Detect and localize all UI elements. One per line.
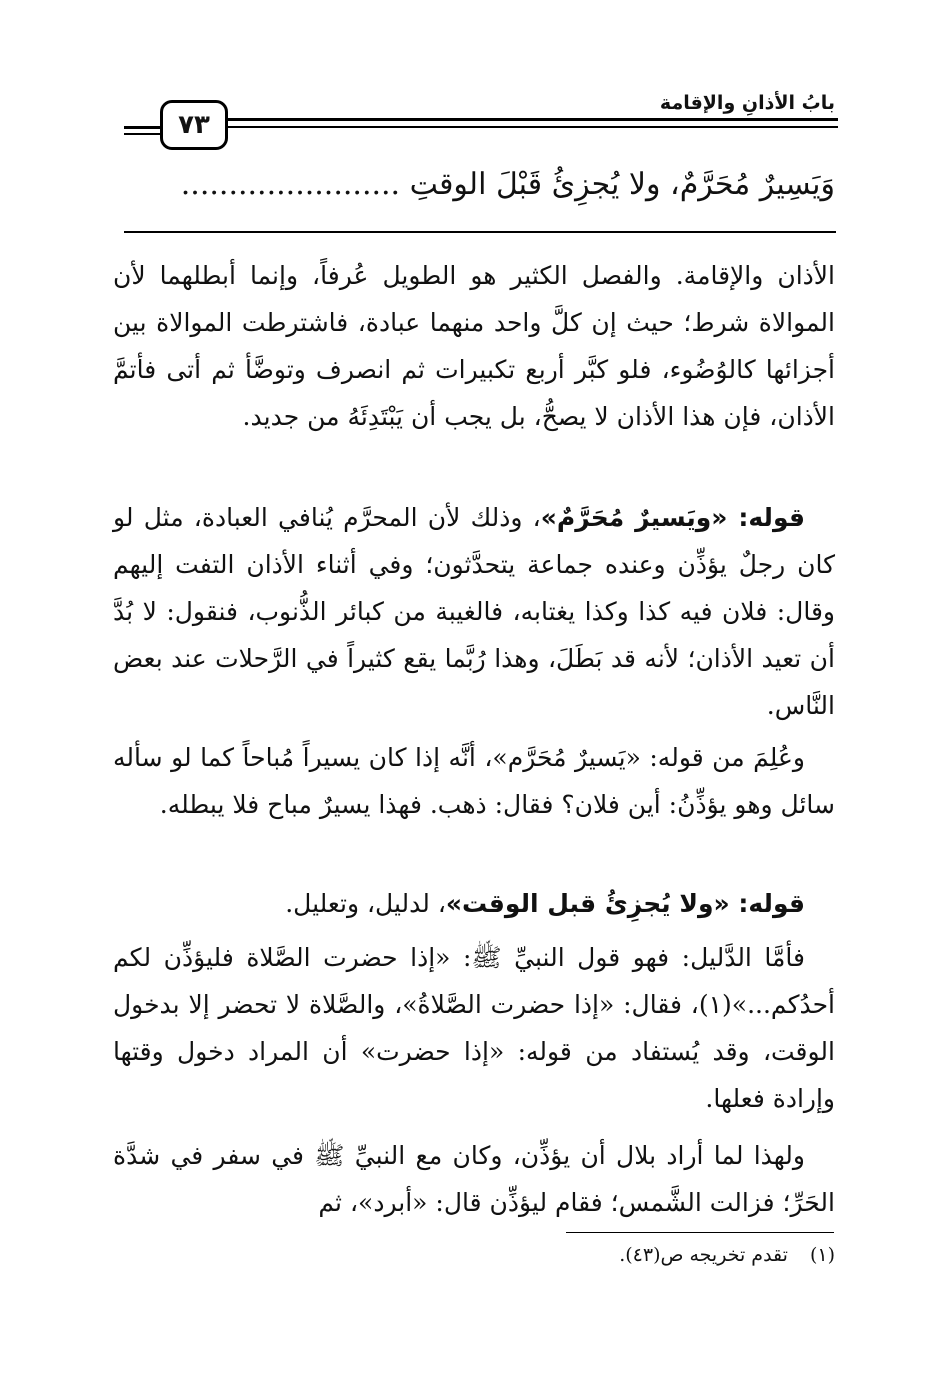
header-rule-left-bottom bbox=[124, 133, 164, 135]
matn-separator bbox=[124, 231, 836, 233]
footnote-separator bbox=[566, 1232, 834, 1233]
paragraph-1-text: الأذان والإقامة. والفصل الكثير هو الطويل عُرفاً، وإنما أبطلهما لأن الموالاة شرط؛ حيث إن كلَّ واحد منهما عبادة، فاشترطت الموالاة بين أجزائها كالوُضُوء، فلو كبَّر أربع تكبيرات ثم انصرف وتوضَّأ ثم أتى فأتمَّ الأذان، فإن هذا الأذان لا يصحُّ، بل يجب أن يَبْتَدِئَهُ من جديد. bbox=[113, 261, 835, 431]
paragraph-2-text: ، وذلك لأن المحرَّم يُنافي العبادة، مثل لو كان رجلٌ يؤذِّن وعنده جماعة يتحدَّثون؛ وفي أثناء الأذان التفت إليهم وقال: فلان فيه كذا وكذا يغتابه، فالغيبة من كبائر الذُّنوب، فنقول: لا بُدَّ أن تعيد الأذان؛ لأنه قد بَطَلَ، وهذا رُبَّما يقع كثيراً في الرَّحلات عند بعض النَّاس. bbox=[113, 503, 835, 720]
footnote bbox=[619, 1244, 835, 1266]
matn-text: وَيَسِيرٌ مُحَرَّمٌ، ولا يُجزِئُ قَبْلَ الوقتِ ....................... bbox=[180, 167, 835, 202]
paragraph-4-label: قوله: «ولا يُجزِئُ قبل الوقت» bbox=[445, 889, 805, 918]
paragraph-4 bbox=[113, 880, 835, 927]
header-rule-right-bottom bbox=[226, 126, 838, 128]
paragraph-5-text: فأمَّا الدَّليل: فهو قول النبيِّ ﷺ: «إذا حضرت الصَّلاة فليؤذِّن لكم أحدُكم...»(١)، فقال: «إذا حضرت الصَّلاةُ»، والصَّلاة لا تحضر إلا بدخول الوقت، وقد يُستفاد من قوله: «إذا حضرت» أن المراد دخول وقتها وإرادة فعلها. bbox=[113, 943, 835, 1113]
paragraph-6-text: ولهذا لما أراد بلال أن يؤذِّن، وكان مع النبيِّ ﷺ في سفر في شدَّة الحَرِّ؛ فزالت الشَّمس؛ فقام ليؤذِّن قال: «أبرد»، ثم bbox=[113, 1141, 835, 1217]
paragraph-3-text: وعُلِمَ من قوله: «يَسيرٌ مُحَرَّم»، أنَّه إذا كان يسيراً مُباحاً كما لو سأله سائل وهو يؤذِّنُ: أين فلان؟ فقال: ذهب. فهذا يسيرٌ مباح فلا يبطله. bbox=[113, 743, 835, 819]
header-rule-left-top bbox=[124, 126, 164, 129]
chapter-header: بابُ الأذانِ والإقامة bbox=[659, 92, 835, 114]
paragraph-4-text: ، لدليل، وتعليل. bbox=[285, 889, 446, 918]
page-number: ٧٣ bbox=[160, 100, 228, 150]
paragraph-6 bbox=[113, 1132, 835, 1226]
paragraph-2 bbox=[113, 494, 835, 729]
paragraph-1 bbox=[113, 252, 835, 440]
paragraph-2-label: قوله: «ويَسيرٌ مُحَرَّمٌ» bbox=[540, 503, 805, 532]
paragraph-3 bbox=[113, 734, 835, 828]
header-rule-right-top bbox=[226, 118, 838, 121]
footnote-number: (١) bbox=[809, 1244, 835, 1266]
paragraph-5 bbox=[113, 934, 835, 1122]
footnote-text: تقدم تخريجه ص(٤٣). bbox=[619, 1244, 788, 1266]
